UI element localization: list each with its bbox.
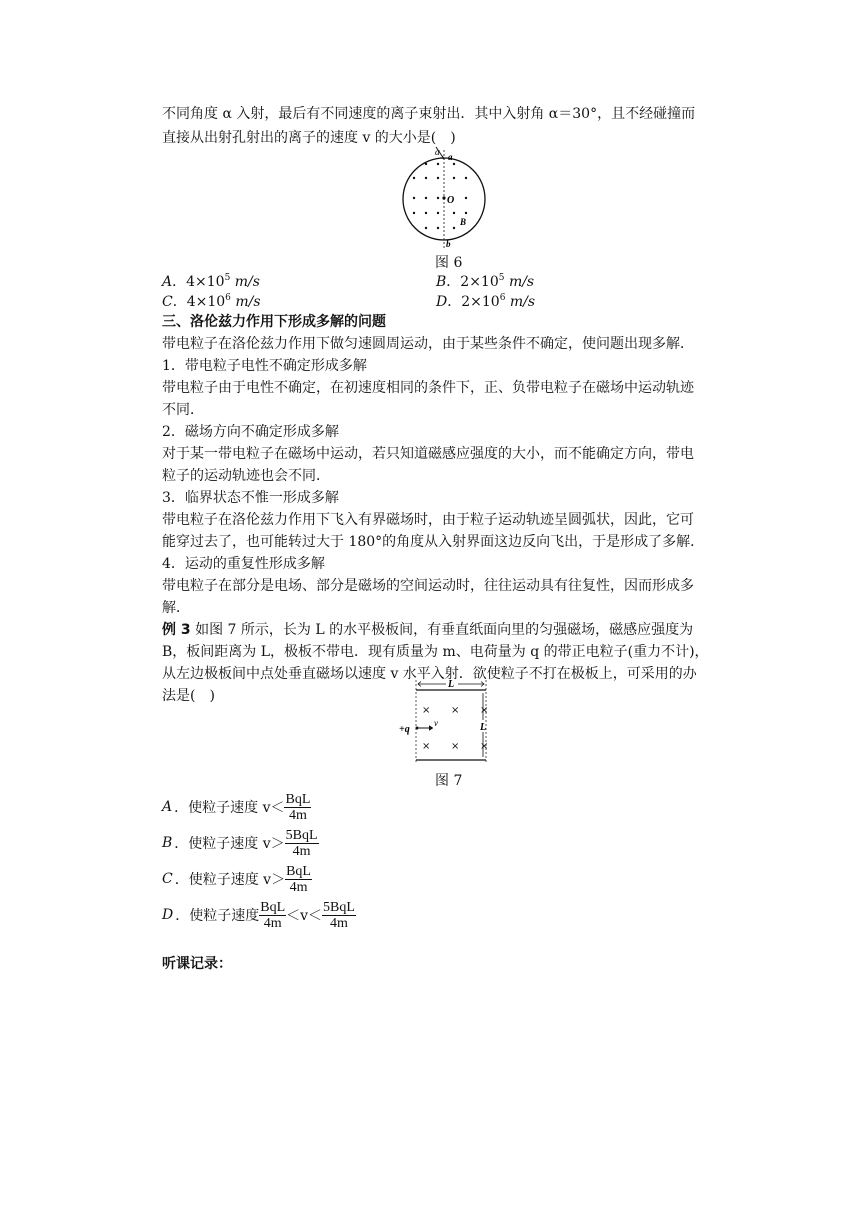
figure-7-caption: 图 7 [435,773,463,789]
point-1-text-1: 带电粒子由于电性不确定，在初速度相同的条件下，正、负带电粒子在磁场中运动轨迹 [162,380,694,396]
section-intro: 带电粒子在洛伦兹力作用下做匀速圆周运动，由于某些条件不确定，使问题出现多解． [162,336,694,352]
example-3-label: 例 3 [162,622,191,638]
fig6-label-alpha: α [435,147,440,157]
notes-label: 听课记录： [162,956,232,972]
fig7-label-right-L: L [480,722,487,733]
example-3-line-1: 例 3 如图 7 所示，长为 L 的水平极板间，有垂直纸面向里的匀强磁场，磁感应强度为 [162,622,694,638]
point-1-title: 1．带电粒子电性不确定形成多解 [162,358,367,374]
point-2-title: 2．磁场方向不确定形成多解 [162,424,339,440]
point-2-text-1: 对于某一带电粒子在磁场中运动，若只知道磁感应强度的大小，而不能确定方向，带电 [162,446,694,462]
section-heading: 三、洛伦兹力作用下形成多解的问题 [162,314,386,330]
fraction: $\frac{\text{BqL}}{4m}$ [286,863,311,895]
example-3-line-4: 法是( ) [162,688,215,704]
fig7-cross: × [422,705,431,716]
example-3-line-2: B，板间距离为 L，极板不带电．现有质量为 m、电荷量为 q 的带正电粒子(重力不计)， [162,644,709,660]
fig6-label-b: b [446,239,451,249]
fig7-label-q: +q [399,724,410,735]
fig6-label-o: O [447,195,455,206]
figure-6-diagram [398,146,490,250]
example-option-a: A ．使粒子速度 v＜ $\frac{\text{BqL}}{4m}$ [162,791,311,823]
fig6-label-b-point: B [460,217,467,227]
point-3-text-2: 能穿过去了，也可能转过大于 180°的角度从入射界面这边反向飞出，于是形成了多解． [162,534,705,550]
example-3-line-3: 从左边极板间中点处垂直磁场以速度 v 水平入射．欲使粒子不打在极板上，可采用的办 [162,666,697,682]
fraction: $\frac{\text{5BqL}}{4m}$ [285,827,318,859]
point-1-text-2: 不同． [162,402,204,418]
fig6-label-a: a [448,152,453,162]
figure-6-caption: 图 6 [435,255,463,271]
option-b: B．$2\times 10^5$ m/s [436,273,535,290]
example-option-d: D ．使粒子速度 $\frac{\text{BqL}}{4m}$ ＜v＜ $\frac{\text{5BqL}}{4m}$ [162,899,355,931]
fraction: $\frac{\text{BqL}}{4m}$ [260,899,286,931]
option-a: A．$4\times 10^5$ m/s [162,273,260,290]
example-option-c: C ．使粒子速度 v＞ $\frac{\text{BqL}}{4m}$ [162,863,311,895]
fig7-label-v: v [434,718,438,728]
fraction: $\frac{\text{BqL}}{4m}$ [285,791,311,823]
option-c: C．$4\times 10^6$ m/s [162,293,261,310]
option-d: D．$2\times 10^6$ m/s [436,293,536,310]
question-text-line-2: 直接从出射孔射出的离子的速度 v 的大小是( ) [162,130,456,146]
fraction: $\frac{\text{5BqL}}{4m}$ [323,899,355,931]
example-option-b: B ．使粒子速度 v＞ $\frac{\text{5BqL}}{4m}$ [162,827,318,859]
point-3-title: 3．临界状态不惟一形成多解 [162,490,339,506]
point-2-text-2: 粒子的运动轨迹也会不同． [162,468,330,484]
fig7-cross: × [480,741,489,752]
point-4-text-1: 带电粒子在部分是电场、部分是磁场的空间运动时，往往运动具有往复性，因而形成多 [162,578,694,594]
fig7-cross: × [451,705,460,716]
fig7-cross: × [451,741,460,752]
fig7-cross: × [422,741,431,752]
fig7-label-top-L: L [448,679,455,690]
point-4-title: 4．运动的重复性形成多解 [162,556,325,572]
point-4-text-2: 解． [162,600,190,616]
fig7-cross: × [480,705,489,716]
question-text-line-1: 不同角度 α 入射，最后有不同速度的离子束射出．其中入射角 α＝30°，且不经碰撞而 [162,106,696,122]
point-3-text-1: 带电粒子在洛伦兹力作用下飞入有界磁场时，由于粒子运动轨迹呈圆弧状，因此，它可 [162,512,694,528]
figure-7-diagram [396,676,496,768]
